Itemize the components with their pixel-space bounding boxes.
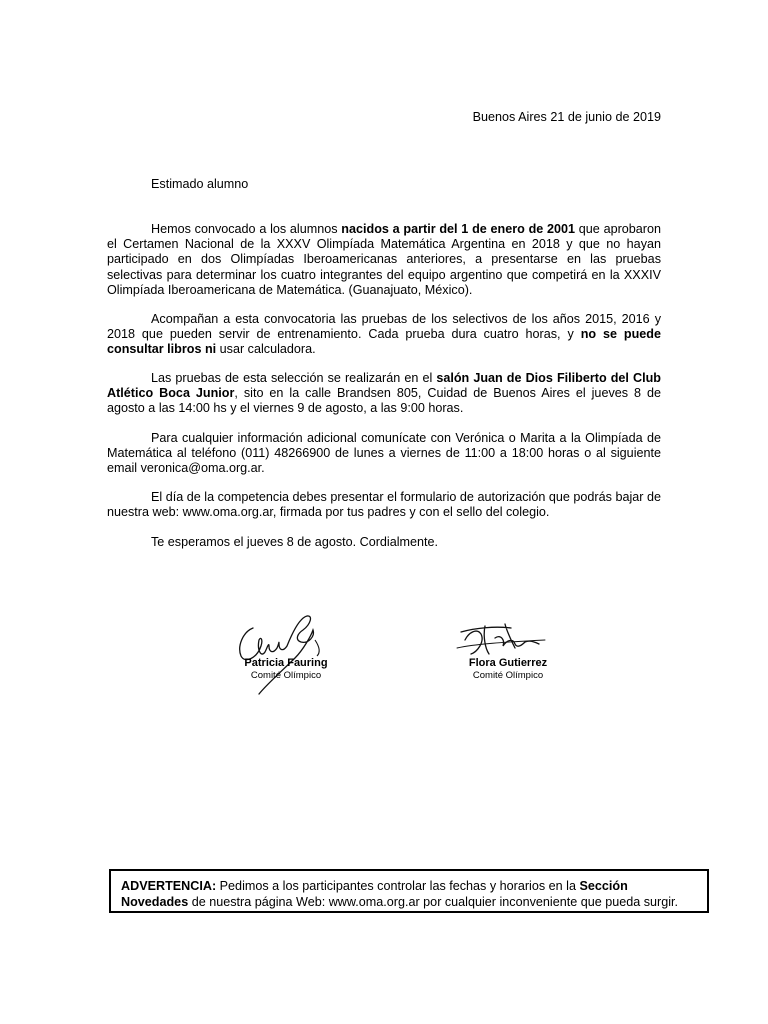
paragraph-closing: Te esperamos el jueves 8 de agosto. Cordialmente. — [151, 535, 439, 549]
signature-block-gutierrez — [450, 657, 566, 682]
warning-label: ADVERTENCIA: — [121, 879, 217, 893]
emphasis-venue: salón Juan de Dios Filiberto del Club Atlético Boca Junior — [107, 371, 661, 401]
salutation: Estimado alumno — [151, 177, 249, 191]
letter-date: Buenos Aires 21 de junio de 2019 — [472, 110, 661, 124]
paragraph-form: El día de la competencia debes presentar el formulario de autorización que podrás bajar de nuestra web: www.oma.org.ar, firmada por tus padres y con el sello del colegio. — [107, 490, 661, 520]
signature-block-fauring — [228, 657, 344, 682]
paragraph-tests: Acompañan a esta convocatoria las pruebas de los selectivos de los años 2015, 2016 y 2018 que pueden servir de entrenamiento. Cada prueba dura cuatro horas, y no se puede consultar libros ni usar calculadora. — [107, 312, 662, 357]
emphasis-birthdate: nacidos a partir del 1 de enero de 2001 — [341, 222, 576, 236]
signer-role: Comité Olímpico — [472, 670, 544, 681]
emphasis-no-books: no se puede consultar libros ni — [107, 327, 662, 357]
signer-name: Flora Gutierrez — [468, 657, 548, 669]
signer-role: Comité Olímpico — [250, 670, 322, 681]
signature-drawing-fauring — [225, 606, 335, 696]
section-name: Sección Novedades — [121, 879, 628, 909]
paragraph-venue: Las pruebas de esta selección se realizarán en el salón Juan de Dios Filiberto del Club Atlético Boca Junior, sito en la calle Brandsen 805, Cuidad de Buenos Aires el jueves 8 de agosto a las 14:00 hs y el viernes 9 de agosto, a las 9:00 horas. — [107, 371, 661, 416]
paragraph-contact: Para cualquier información adicional comunícate con Verónica o Marita a la Olimpíada de Matemática al teléfono (011) 48266900 de lunes a viernes de 11:00 a 18:00 horas o al siguiente email veronica@oma.org.ar. — [107, 431, 661, 476]
signer-name: Patricia Fauring — [244, 657, 328, 669]
warning-notice-box: ADVERTENCIA: Pedimos a los participantes controlar las fechas y horarios en la Sección Novedades de nuestra página Web: www.oma.org.ar por cualquier inconveniente que pueda surgir. — [109, 869, 709, 913]
paragraph-convocation: Hemos convocado a los alumnos nacidos a partir del 1 de enero de 2001 que aprobaron el Certamen Nacional de la XXXV Olimpíada Matemática Argentina en 2018 y que no hayan participado en dos Olimpíadas Iberoamericanas anteriores, a presentarse en las pruebas selectivas para determinar los cuatro integrantes del equipo argentino que competirá en la XXXIV Olimpíada Iberoamericana de Matemática. (Guanajuato, México). — [107, 222, 661, 297]
